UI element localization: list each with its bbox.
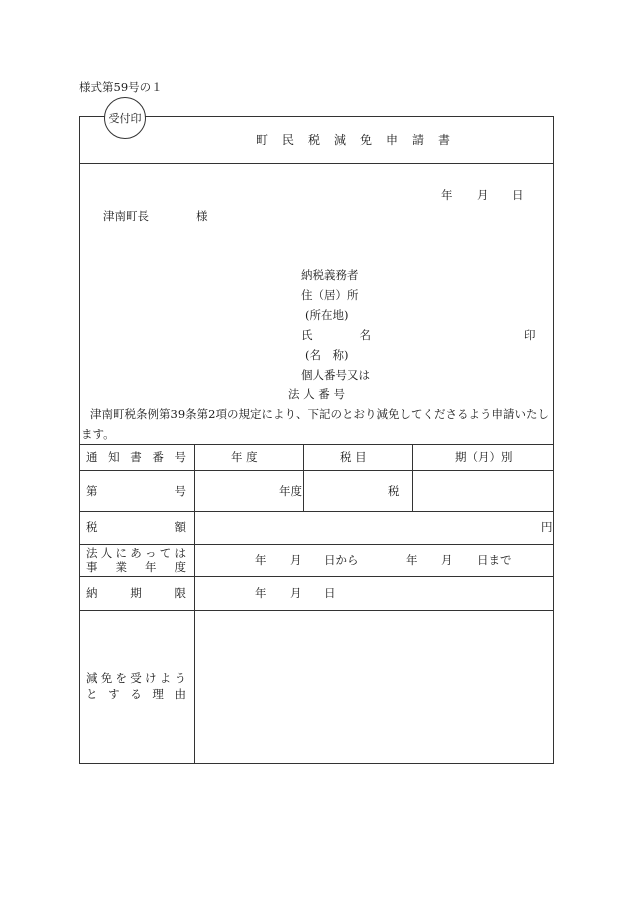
corp-period-to-month: 月 (441, 553, 453, 567)
table-col-divider (412, 444, 413, 511)
name-char: 氏 (301, 328, 313, 342)
notice-number-label: 通 知 書 番 号 (86, 450, 186, 464)
table-col-divider (303, 444, 304, 511)
deadline-label: 納 期 限 (86, 586, 186, 600)
tax-amount-label: 税 額 (86, 520, 186, 534)
corp-label-line-1: 法 人 に あ っ て は (86, 546, 186, 560)
form-title: 町民税減免申請書 (256, 133, 465, 147)
applicant-heading: 納税義務者 (301, 268, 359, 282)
form-number: 様式第59号の１ (79, 80, 163, 94)
seal-mark: 印 (524, 328, 536, 342)
deadline-month: 月 (290, 586, 302, 600)
table-row-line (79, 610, 554, 611)
statement-line-1: 津南町税条例第39条第2項の規定により、下記のとおり減免してくださるよう申請いたし (90, 407, 549, 421)
applicant-name-label (301, 330, 371, 342)
date-year-label: 年 (441, 188, 453, 202)
table-label-divider (194, 444, 195, 764)
applicant-corporate-number-label: 法 人 番 号 (288, 387, 345, 401)
form-frame (79, 116, 554, 764)
table-row-line (79, 544, 554, 545)
table-row-line (79, 470, 554, 471)
addressee-honorific: 様 (196, 209, 208, 223)
date-day-label: 日 (512, 188, 524, 202)
tax-suffix: 税 (388, 484, 400, 498)
year-suffix: 年度 (279, 484, 302, 498)
corp-period-from-month: 月 (290, 553, 302, 567)
reception-stamp (104, 97, 146, 139)
reason-label-line-2: と す る 理 由 (86, 687, 186, 701)
corp-period-from-day: 日から (324, 553, 359, 567)
statement-line-2: ます。 (81, 427, 115, 441)
tax-item-column-header: 税 目 (340, 450, 367, 464)
reception-stamp-label: 受付印 (108, 112, 142, 125)
applicant-address-label: 住（居）所 (301, 288, 359, 302)
table-row-line (79, 576, 554, 577)
title-divider (79, 163, 554, 164)
period-column-header: 期（月）別 (455, 450, 513, 464)
corp-label-line-2: 事 業 年 度 (86, 560, 186, 574)
deadline-year: 年 (255, 586, 267, 600)
notice-number-field: 第 号 (86, 484, 186, 498)
reason-label-line-1: 減 免 を 受 け よ う (86, 671, 186, 685)
corp-period-to-day: 日まで (477, 553, 512, 567)
yen-unit: 円 (541, 520, 553, 534)
year-column-header: 年 度 (231, 450, 258, 464)
deadline-day: 日 (324, 586, 336, 600)
addressee-name: 津南町長 (103, 209, 149, 223)
table-row-line (79, 511, 554, 512)
corp-period-from-year: 年 (255, 553, 267, 567)
applicant-company-name-label: (名 称) (305, 348, 349, 362)
applicant-individual-number-label: 個人番号又は (301, 368, 370, 382)
date-month-label: 月 (477, 188, 489, 202)
corp-period-to-year: 年 (406, 553, 418, 567)
name-char: 名 (359, 328, 371, 342)
applicant-location-label: (所在地) (305, 308, 349, 322)
table-top-line (79, 444, 554, 445)
